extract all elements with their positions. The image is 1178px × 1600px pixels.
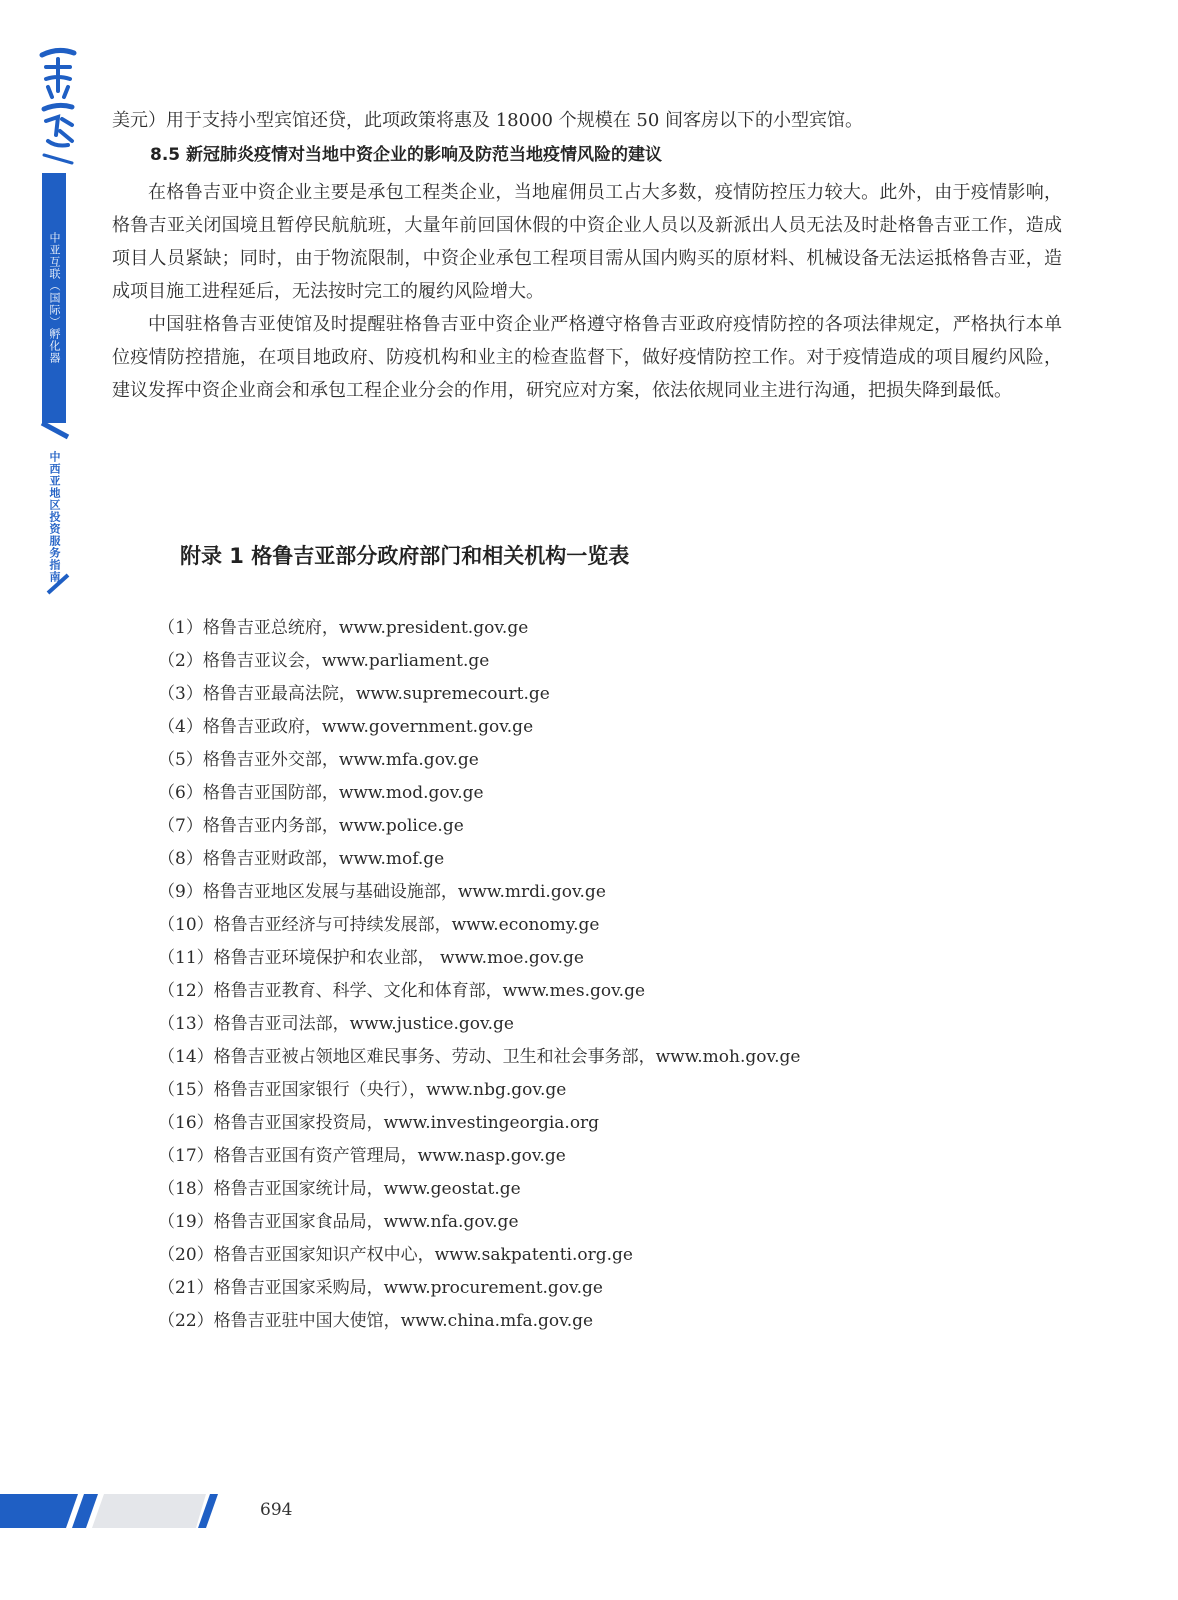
list-item: （18）格鲁吉亚国家统计局，www.geostat.ge xyxy=(158,1179,521,1199)
list-item: （10）格鲁吉亚经济与可持续发展部，www.economy.ge xyxy=(158,915,600,935)
list-item: （15）格鲁吉亚国家银行（央行），www.nbg.gov.ge xyxy=(158,1080,567,1100)
list-item: （21）格鲁吉亚国家采购局，www.procurement.gov.ge xyxy=(158,1278,603,1298)
list-item: （17）格鲁吉亚国有资产管理局，www.nasp.gov.ge xyxy=(158,1146,566,1166)
list-item: （22）格鲁吉亚驻中国大使馆，www.china.mfa.gov.ge xyxy=(158,1311,594,1331)
list-item: （8）格鲁吉亚财政部，www.mof.ge xyxy=(158,849,445,869)
list-item: （7）格鲁吉亚内务部，www.police.ge xyxy=(158,816,464,836)
list-item: （6）格鲁吉亚国防部，www.mod.gov.ge xyxy=(158,783,484,803)
list-item: （12）格鲁吉亚教育、科学、文化和体育部，www.mes.gov.ge xyxy=(158,981,646,1001)
list-item: （13）格鲁吉亚司法部，www.justice.gov.ge xyxy=(158,1014,514,1034)
list-item: （3）格鲁吉亚最高法院，www.supremecourt.ge xyxy=(158,684,550,704)
paragraph-embassy-advice: 中国驻格鲁吉亚使馆及时提醒驻格鲁吉亚中资企业严格遵守格鲁吉亚政府疫情防控的各项法律规定，严格执行本单位疫情防控措施，在项目地政府、防疫机构和业主的检查监督下，做好疫情防控工作。对于疫情造成的项目履约风险，建议发挥中资企业商会和承包工程企业分会的作用，研究应对方案，依法依规同业主进行沟通，把损失降到最低。 xyxy=(112,314,1062,401)
paragraph-covid-impact: 在格鲁吉亚中资企业主要是承包工程类企业，当地雇佣员工占大多数，疫情防控压力较大。此外，由于疫情影响，格鲁吉亚关闭国境且暂停民航航班，大量年前回国休假的中资企业人员以及新派出人员无法及时赴格鲁吉亚工作，造成项目人员紧缺；同时，由于物流限制，中资企业承包工程项目需从国内购买的原材料、机械设备无法运抵格鲁吉亚，造成项目施工进程延后，无法按时完工的履约风险增大。 xyxy=(112,182,1062,302)
sidebar-branding xyxy=(38,45,78,605)
agency-list xyxy=(158,612,800,1338)
list-item: （9）格鲁吉亚地区发展与基础设施部，www.mrdi.gov.ge xyxy=(158,882,606,902)
list-item: （11）格鲁吉亚环境保护和农业部， www.moe.gov.ge xyxy=(158,948,584,968)
list-item: （5）格鲁吉亚外交部，www.mfa.gov.ge xyxy=(158,750,479,770)
paragraph-hotel-loans: 美元）用于支持小型宾馆还贷，此项政策将惠及 18000 个规模在 50 间客房以下的小型宾馆。 xyxy=(112,110,864,131)
list-item: （4）格鲁吉亚政府，www.government.gov.ge xyxy=(158,717,534,737)
list-item: （20）格鲁吉亚国家知识产权中心，www.sakpatenti.org.ge xyxy=(158,1245,633,1265)
page-number: 694 xyxy=(260,1500,293,1520)
list-item: （1）格鲁吉亚总统府，www.president.gov.ge xyxy=(158,618,529,638)
footer-stripes-icon xyxy=(0,1488,240,1538)
section-heading-8-5: 8.5 新冠肺炎疫情对当地中资企业的影响及防范当地疫情风险的建议 xyxy=(150,145,663,165)
list-item: （2）格鲁吉亚议会，www.parliament.ge xyxy=(158,651,490,671)
sidebar-band-incubator: 中亚互联（国际）孵化器 xyxy=(42,173,66,423)
list-item: （16）格鲁吉亚国家投资局，www.investingeorgia.org xyxy=(158,1113,600,1133)
sidebar-band-guide: 中西亚地区投资服务指南 xyxy=(48,451,61,583)
list-item: （14）格鲁吉亚被占领地区难民事务、劳动、卫生和社会事务部，www.moh.gov.ge xyxy=(158,1047,801,1067)
appendix-title: 附录 1 格鲁吉亚部分政府部门和相关机构一览表 xyxy=(180,544,630,568)
sidebar-stripes-icon xyxy=(38,45,78,605)
list-item: （19）格鲁吉亚国家食品局，www.nfa.gov.ge xyxy=(158,1212,519,1232)
